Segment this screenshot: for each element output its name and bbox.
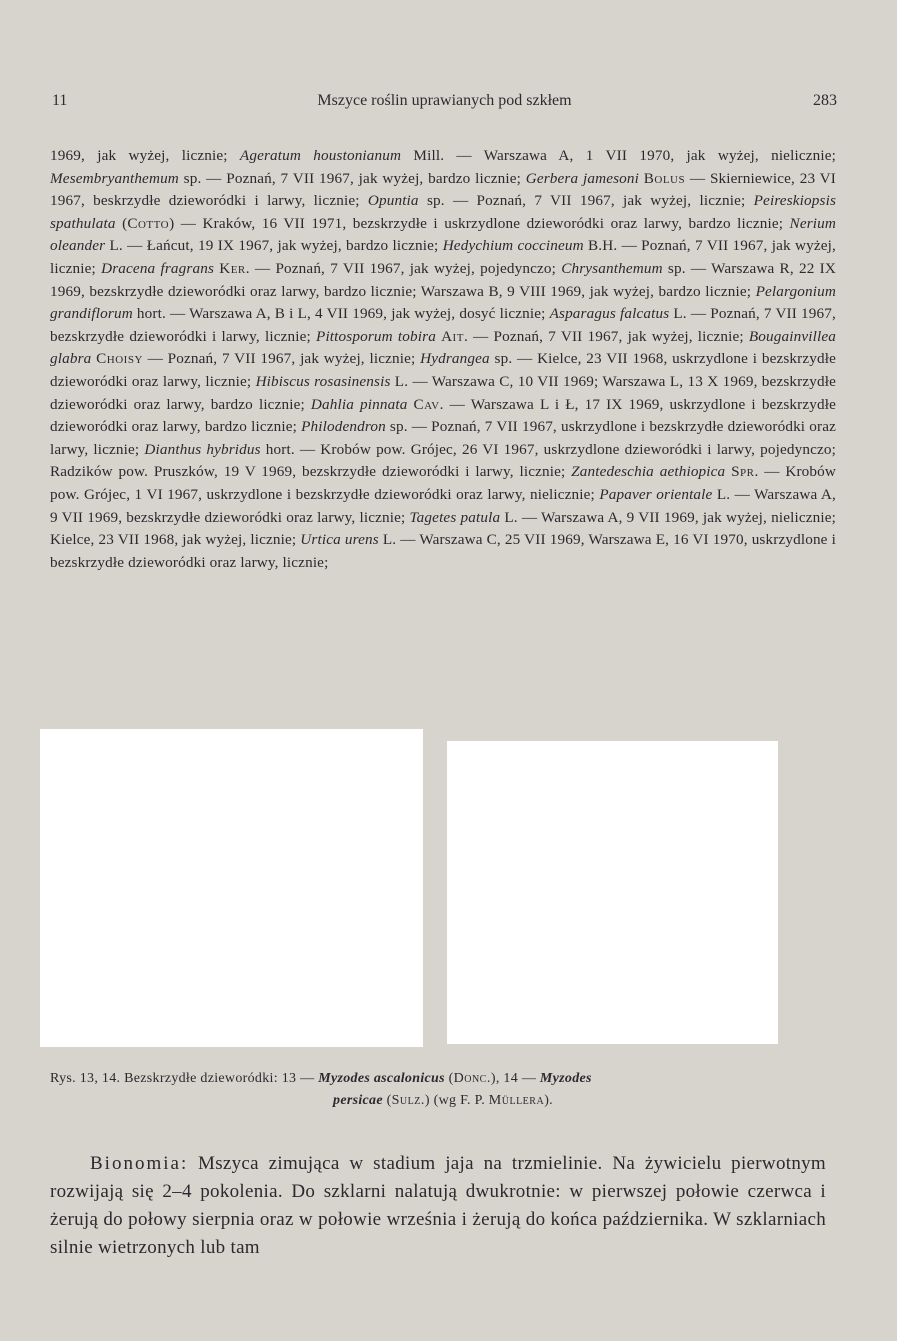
author-name: Ait	[441, 327, 464, 345]
species-name: Zantedeschia aethiopica	[571, 463, 726, 481]
author-name: Cav	[413, 395, 440, 413]
text-run: sp. — Poznań, 7 VII 1967, jak wyżej, bardzo licznie;	[178, 169, 526, 187]
species-name: Bougainvillea glabra	[50, 327, 837, 368]
figure-13-image	[40, 729, 423, 1047]
text-run: . — Poznań, 7 VII 1967, jak wyżej, pojedynczo;	[245, 259, 562, 277]
caption-author-1: Donc.	[453, 1071, 491, 1086]
author-name: Bolus	[643, 169, 686, 187]
running-head	[52, 92, 837, 114]
figure-caption	[50, 1068, 836, 1112]
text-run: L. — Warszawa A, 9 VII 1969, bezskrzydłe dzieworódki oraz larwy, licznie;	[50, 485, 836, 526]
text-run: ) — Kraków, 16 VII 1971, bezskrzydłe i uskrzydlone dzieworódki oraz larwy, bardzo licznie;	[169, 214, 790, 232]
author-name: Spr	[731, 463, 755, 481]
caption-line-1	[50, 1068, 836, 1090]
caption-author-2: Sulz.	[391, 1093, 425, 1108]
author-name: Cotto	[127, 214, 170, 232]
text-run: — Skierniewice, 23 VI 1967, beskrzydłe dzieworódki i larwy, licznie;	[50, 169, 836, 210]
text-run: sp. — Poznań, 7 VII 1967, uskrzydlone i bezskrzydłe dzieworódki oraz larwy, licznie;	[50, 418, 836, 458]
text-run: . — Poznań, 7 VII 1967, jak wyżej, licznie;	[463, 327, 749, 345]
species-name: Pittosporum tobira	[316, 327, 436, 345]
text-run: — Poznań, 7 VII 1967, jak wyżej, licznie;	[142, 350, 421, 368]
species-name: Peireskiopsis spathulata	[50, 192, 836, 232]
bionomia-paragraph	[50, 1150, 826, 1262]
author-name: Choisy	[96, 350, 143, 368]
caption-separator: ), 14 —	[490, 1071, 540, 1086]
species-name: Dianthus hybridus	[144, 440, 261, 458]
text-run: L. — Warszawa A, 9 VII 1969, jak wyżej, nielicznie; Kielce, 23 VII 1968, jak wyżej, licznie;	[50, 508, 836, 549]
species-name: Philodendron	[301, 418, 386, 436]
species-name: Dahlia pinnata	[310, 395, 408, 413]
bionomia-text: Mszyca zimująca w stadium jaja na trzmielinie. Na żywicielu pierwotnym rozwijają się 2–4 pokolenia. Do szklarni nalatują dwukrotnie: w pierwszej połowie czerwca i żerują do połowy sierpnia oraz w połowie września i żerują do końca października. W szklarniach silnie wietrzonych lub tam	[50, 1153, 826, 1258]
species-name: Hedychium coccineum	[442, 237, 584, 255]
species-name: Gerbera jamesoni	[525, 169, 640, 187]
text-run: L. — Warszawa C, 10 VII 1969; Warszawa L, 13 X 1969, bezskrzydłe dzieworódki oraz larwy, bardzo licznie;	[50, 372, 836, 413]
text-run: B.H. — Poznań, 7 VII 1967, jak wyżej, licznie;	[50, 237, 836, 277]
page-number: 283	[813, 92, 837, 109]
host-plant-list-paragraph	[50, 145, 836, 574]
caption-suffix: ).	[544, 1093, 553, 1108]
text-run: . — Krobów pow. Grójec, 1 VI 1967, uskrzydlone i bezskrzydłe dzieworódki oraz larwy, nielicznie;	[50, 463, 836, 503]
caption-paren-open-2: (	[382, 1093, 392, 1108]
text-run: L. — Poznań, 7 VII 1967, bezskrzydłe dzieworódki i larwy, licznie;	[50, 305, 836, 345]
running-title: Mszyce roślin uprawianych pod szkłem	[317, 92, 572, 109]
caption-source-author: Müllera	[488, 1093, 545, 1108]
text-run: (	[115, 214, 128, 232]
text-run: Mill. — Warszawa A, 1 VII 1970, jak wyżej, nielicznie;	[401, 147, 836, 164]
text-run: L. — Warszawa C, 25 VII 1969, Warszawa E, 16 VI 1970, uskrzydlone i bezskrzydłe dzieworódki oraz larwy, licznie;	[50, 531, 836, 571]
species-name: Tagetes patula	[409, 508, 501, 526]
caption-source-prefix: ) (wg F. P.	[424, 1093, 489, 1108]
text-run: sp. — Warszawa R, 22 IX 1969, bezskrzydłe dzieworódki oraz larwy, bardzo licznie; Warszawa B, 9 VIII 1969, jak wyżej, bardzo licznie;	[50, 259, 836, 300]
caption-line-2	[50, 1090, 836, 1112]
caption-species-1: Myzodes ascalonicus	[318, 1071, 445, 1086]
species-name: Opuntia	[367, 192, 419, 210]
section-number: 11	[52, 92, 68, 109]
text-run: hort. — Krobów pow. Grójec, 26 VI 1967, uskrzydlone dzieworódki i larwy, pojedynczo; Radzików pow. Pruszków, 19 V 1969, bezskrzydłe dzieworódki i larwy, licznie;	[50, 440, 836, 481]
species-name: Hibiscus rosasinensis	[255, 372, 391, 390]
caption-species-2-genus: Myzodes	[539, 1071, 592, 1086]
text-run: sp. — Kielce, 23 VII 1968, uskrzydlone i bezskrzydłe dzieworódki oraz larwy, licznie;	[50, 350, 836, 390]
text-run: L. — Łańcut, 19 IX 1967, jak wyżej, bardzo licznie;	[105, 237, 443, 255]
text-run: hort. — Warszawa A, B i L, 4 VII 1969, jak wyżej, dosyć licznie;	[132, 305, 550, 323]
text-run: . — Warszawa L i Ł, 17 IX 1969, uskrzydlone i bezskrzydłe dzieworódki oraz larwy, bardzo licznie;	[50, 395, 836, 436]
caption-paren-open: (	[444, 1071, 454, 1086]
caption-species-2-epithet: persicae	[333, 1093, 383, 1108]
text-run: sp. — Poznań, 7 VII 1967, jak wyżej, licznie;	[418, 192, 754, 210]
species-name: Papaver orientale	[599, 485, 713, 503]
figure-14-image	[447, 741, 778, 1044]
text-run: 1969, jak wyżej, licznie;	[50, 147, 240, 164]
author-name: Ker	[219, 259, 246, 277]
species-name: Mesembryanthemum	[50, 169, 179, 187]
species-name: Nerium oleander	[50, 214, 837, 255]
caption-prefix: Rys. 13, 14. Bezskrzydłe dzieworódki: 13 —	[50, 1071, 319, 1086]
species-name: Dracena fragrans	[101, 259, 215, 277]
species-name: Urtica urens	[300, 531, 379, 549]
species-name: Hydrangea	[420, 350, 490, 368]
bionomia-label: Bionomia:	[90, 1153, 189, 1174]
species-name: Pelargonium grandiflorum	[50, 282, 836, 323]
species-name: Asparagus falcatus	[549, 305, 670, 323]
species-name: Chrysanthemum	[561, 259, 663, 277]
species-name: Ageratum houstonianum	[239, 147, 402, 164]
